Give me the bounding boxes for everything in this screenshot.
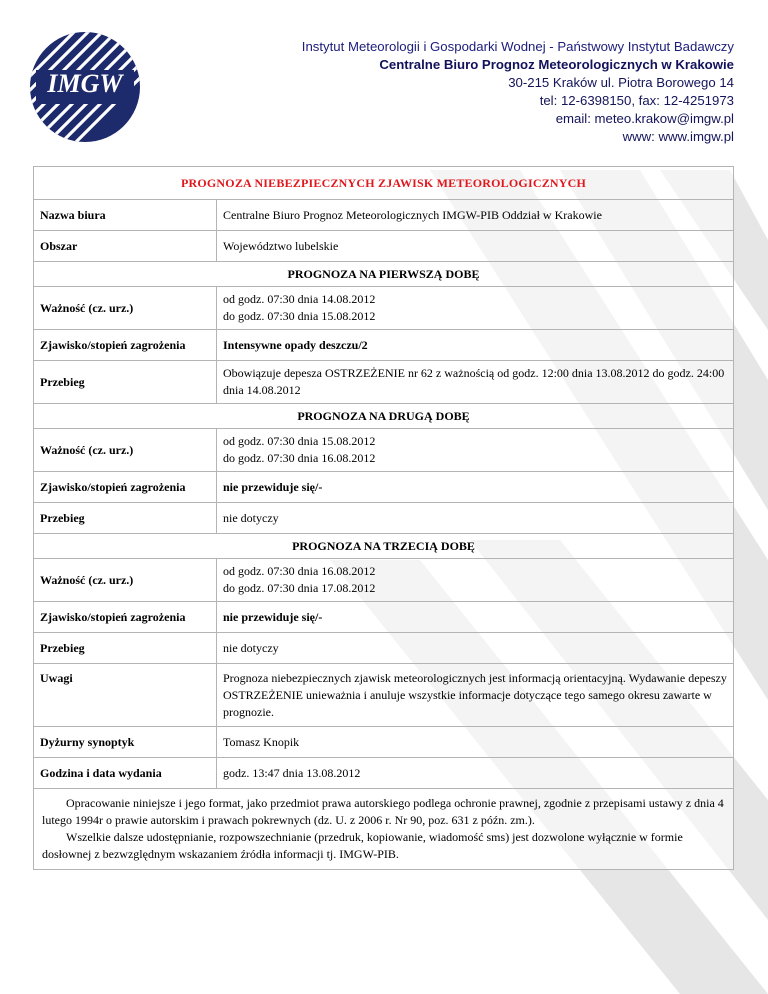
day2-course-row: [34, 503, 734, 534]
day1-phenomenon-value: Intensywne opady deszczu/2: [217, 330, 734, 361]
day2-heading: PROGNOZA NA DRUGĄ DOBĘ: [34, 404, 734, 429]
office-email[interactable]: email: meteo.krakow@imgw.pl: [555, 111, 734, 126]
remarks-value: Prognoza niebezpiecznych zjawisk meteorologicznych jest informacją orientacyjną. Wydawanie depeszy OSTRZEŻENIE unieważnia i anuluje wszystkie informacje dotyczące tego samego okresu zawarte w prognozie.: [217, 664, 734, 727]
day2-phenomenon-label: Zjawisko/stopień zagrożenia: [34, 472, 217, 503]
remarks-label: Uwagi: [34, 664, 217, 727]
day2-validity-to: do godz. 07:30 dnia 16.08.2012: [223, 451, 376, 465]
day2-validity-value: [217, 429, 734, 472]
forecast-document: [33, 166, 734, 870]
office-phone: tel: 12-6398150, fax: 12-4251973: [539, 93, 734, 108]
forecaster-value: Tomasz Knopik: [217, 727, 734, 758]
day2-validity-row: [34, 429, 734, 472]
institute-header: [302, 38, 734, 146]
logo-text: IMGW: [47, 69, 123, 98]
day1-validity-row: [34, 287, 734, 330]
forecast-table: [33, 166, 734, 789]
area-label: Obszar: [34, 231, 217, 262]
document-title: PROGNOZA NIEBEZPIECZNYCH ZJAWISK METEOROLOGICZNYCH: [34, 167, 734, 200]
day3-phenomenon-label: Zjawisko/stopień zagrożenia: [34, 602, 217, 633]
issued-label: Godzina i data wydania: [34, 758, 217, 789]
office-label: Nazwa biura: [34, 200, 217, 231]
day1-course-label: Przebieg: [34, 361, 217, 404]
office-website[interactable]: www: www.imgw.pl: [622, 129, 734, 144]
office-name: Centralne Biuro Prognoz Meteorologicznych w Krakowie: [379, 57, 734, 72]
distribution-notice: Wszelkie dalsze udostępnianie, rozpowszechnianie (przedruk, kopiowanie, wiadomość sms) jest dozwolone wyłącznie w formie dosłownej z bezwzględnym wskazaniem źródła informacji tj. IMGW-PIB.: [42, 830, 683, 861]
office-address: 30-215 Kraków ul. Piotra Borowego 14: [508, 75, 734, 90]
day2-phenomenon-row: [34, 472, 734, 503]
day1-course-row: [34, 361, 734, 404]
day1-heading: PROGNOZA NA PIERWSZĄ DOBĘ: [34, 262, 734, 287]
imgw-logo: [28, 30, 142, 144]
area-value: Województwo lubelskie: [217, 231, 734, 262]
day1-validity-value: [217, 287, 734, 330]
issued-value: godz. 13:47 dnia 13.08.2012: [217, 758, 734, 789]
day1-validity-to: do godz. 07:30 dnia 15.08.2012: [223, 309, 376, 323]
day1-phenomenon-label: Zjawisko/stopień zagrożenia: [34, 330, 217, 361]
day3-validity-row: [34, 559, 734, 602]
institute-name: Instytut Meteorologii i Gospodarki Wodnej - Państwowy Instytut Badawczy: [301, 39, 734, 54]
day2-validity-from: od godz. 07:30 dnia 15.08.2012: [223, 434, 376, 448]
day1-phenomenon-row: [34, 330, 734, 361]
day3-validity-value: [217, 559, 734, 602]
legal-footer: [33, 789, 734, 870]
day3-course-value: nie dotyczy: [217, 633, 734, 664]
day1-course-value: Obowiązuje depesza OSTRZEŻENIE nr 62 z ważnością od godz. 12:00 dnia 13.08.2012 do godz. 24:00 dnia 14.08.2012: [217, 361, 734, 404]
day3-validity-label: Ważność (cz. urz.): [34, 559, 217, 602]
area-row: [34, 231, 734, 262]
day3-course-label: Przebieg: [34, 633, 217, 664]
day2-phenomenon-value: nie przewiduje się/-: [217, 472, 734, 503]
day3-course-row: [34, 633, 734, 664]
remarks-row: [34, 664, 734, 727]
day2-course-label: Przebieg: [34, 503, 217, 534]
day3-validity-to: do godz. 07:30 dnia 17.08.2012: [223, 581, 376, 595]
copyright-notice: Opracowanie niniejsze i jego format, jako przedmiot prawa autorskiego podlega ochronie prawnej, zgodnie z przepisami ustawy z dnia 4 lutego 1994r o prawie autorskim i prawach pokrewnych (dz. U. z 2006 r. Nr 90, poz. 631 z późn. zm.).: [42, 796, 724, 827]
day3-heading: PROGNOZA NA TRZECIĄ DOBĘ: [34, 534, 734, 559]
forecaster-row: [34, 727, 734, 758]
day3-phenomenon-row: [34, 602, 734, 633]
day3-validity-from: od godz. 07:30 dnia 16.08.2012: [223, 564, 376, 578]
day2-course-value: nie dotyczy: [217, 503, 734, 534]
office-value: Centralne Biuro Prognoz Meteorologicznych IMGW-PIB Oddział w Krakowie: [217, 200, 734, 231]
day1-validity-label: Ważność (cz. urz.): [34, 287, 217, 330]
day2-validity-label: Ważność (cz. urz.): [34, 429, 217, 472]
day3-phenomenon-value: nie przewiduje się/-: [217, 602, 734, 633]
office-row: [34, 200, 734, 231]
forecaster-label: Dyżurny synoptyk: [34, 727, 217, 758]
issued-row: [34, 758, 734, 789]
day1-validity-from: od godz. 07:30 dnia 14.08.2012: [223, 292, 376, 306]
